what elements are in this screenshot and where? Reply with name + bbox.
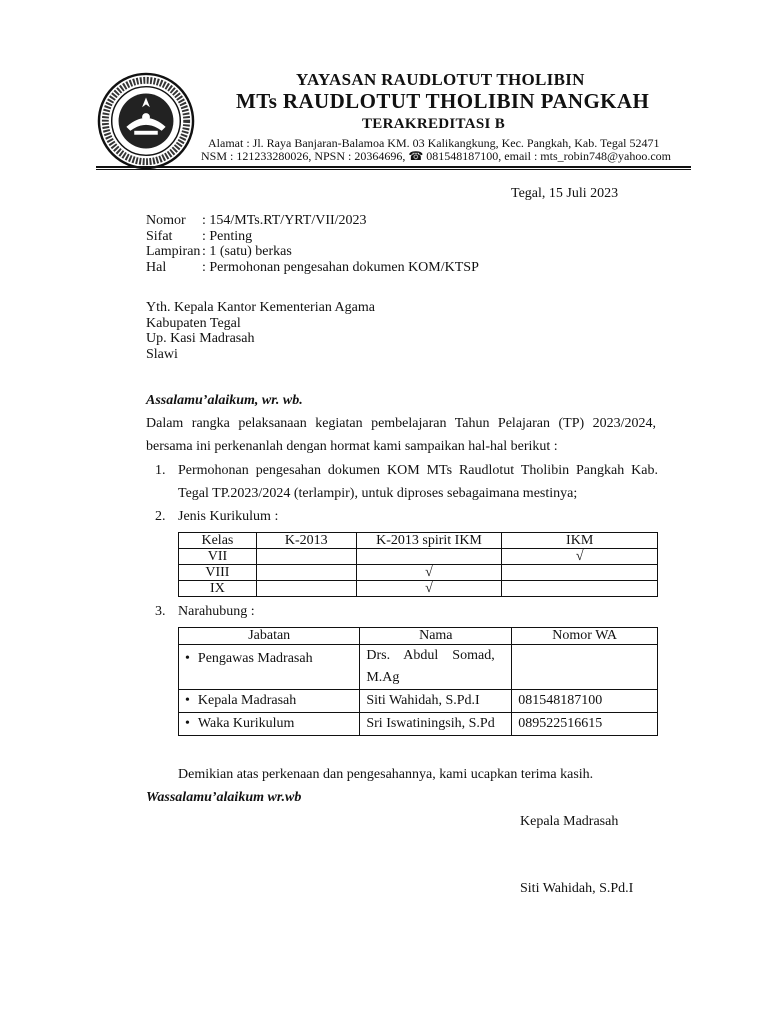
table-cell xyxy=(360,645,512,690)
table-cell: IX xyxy=(179,581,257,597)
letterhead-rule xyxy=(96,166,691,168)
table-row xyxy=(179,549,658,565)
meta-nomor: Nomor : 154/MTs.RT/YRT/VII/2023 xyxy=(146,213,367,228)
recipient-line: Slawi xyxy=(146,346,178,362)
signature-name: Siti Wahidah, S.Pd.I xyxy=(520,881,634,896)
meta-hal: Hal : Permohonan pengesahan dokumen KOM/KTSP xyxy=(146,259,479,275)
table-cell xyxy=(256,549,356,565)
item-1-line-1: Permohonan pengesahan dokumen KOM MTs Raudlotut Tholibin Pangkah Kab. xyxy=(178,463,658,478)
table-cell: VII xyxy=(179,549,257,565)
header-cell: K-2013 spirit IKM xyxy=(356,533,502,549)
item-1-number: 1. xyxy=(155,463,166,478)
table-cell xyxy=(179,645,360,690)
school-address: Alamat : Jl. Raya Banjaran-Balamoa KM. 03 Kalikangkung, Kec. Pangkah, Kab. Tegal 52471 xyxy=(208,136,660,150)
header-cell: Nomor WA xyxy=(512,628,658,645)
header-cell: Kelas xyxy=(179,533,257,549)
signature-title: Kepala Madrasah xyxy=(520,814,619,829)
intro-line-1: Dalam rangka pelaksanaan kegiatan pembelajaran Tahun Pelajaran (TP) 2023/2024, xyxy=(146,416,656,431)
school-seal-logo xyxy=(97,72,195,170)
item-1-line-2: Tegal TP.2023/2024 (terlampir), untuk diproses sebagaimana mestinya; xyxy=(178,486,578,501)
item-2-text: Jenis Kurikulum : xyxy=(178,509,279,524)
table-cell xyxy=(256,565,356,581)
table-cell xyxy=(502,581,658,597)
letter-date: Tegal, 15 Juli 2023 xyxy=(511,186,619,201)
name-line: M.Ag xyxy=(366,670,400,685)
letter-meta xyxy=(146,213,479,275)
meta-sifat: Sifat : Penting xyxy=(146,228,253,244)
table-cell: VIII xyxy=(179,565,257,581)
table-cell xyxy=(502,565,658,581)
table-cell xyxy=(356,549,502,565)
curriculum-table xyxy=(178,532,658,597)
school-name: MTs RAUDLOTUT THOLIBIN PANGKAH xyxy=(236,89,650,113)
table-row xyxy=(179,581,658,597)
farewell: Wassalamu’alaikum wr.wb xyxy=(146,790,302,805)
table-row xyxy=(179,690,658,713)
list-item: • Pengawas Madrasah xyxy=(185,651,313,666)
table-row xyxy=(179,713,658,736)
accreditation: TERAKREDITASI B xyxy=(362,116,506,132)
header-cell: K-2013 xyxy=(256,533,356,549)
header-cell: Nama xyxy=(360,628,512,645)
recipient-block xyxy=(146,300,375,362)
letterhead-rule-thin xyxy=(96,169,691,170)
meta-lampiran: Lampiran : 1 (satu) berkas xyxy=(146,244,292,259)
header-cell: IKM xyxy=(502,533,658,549)
school-contact: NSM : 121233280026, NPSN : 20364696, ☎ 081548187100, email : mts_robin748@yahoo.com xyxy=(201,149,671,163)
table-cell: Sri Iswatiningsih, S.Pd xyxy=(360,713,512,736)
table-cell: √ xyxy=(356,565,502,581)
table-header-row xyxy=(179,533,658,549)
table-header-row xyxy=(179,628,658,645)
list-item: • Waka Kurikulum xyxy=(185,716,294,731)
table-row xyxy=(179,565,658,581)
table-cell: √ xyxy=(502,549,658,565)
closing-text: Demikian atas perkenaan dan pengesahannya, kami ucapkan terima kasih. xyxy=(178,767,594,782)
table-cell xyxy=(179,713,360,736)
table-cell xyxy=(179,690,360,713)
name-line: Drs. Abdul Somad, xyxy=(366,648,495,663)
greeting: Assalamu’alaikum, wr. wb. xyxy=(146,393,303,408)
table-cell: Siti Wahidah, S.Pd.I xyxy=(360,690,512,713)
foundation-name: YAYASAN RAUDLOTUT THOLIBIN xyxy=(296,70,585,89)
item-3-number: 3. xyxy=(155,604,166,619)
recipient-line: Kabupaten Tegal xyxy=(146,315,241,331)
item-2-number: 2. xyxy=(155,509,166,524)
recipient-line: Yth. Kepala Kantor Kementerian Agama xyxy=(146,300,375,315)
table-cell: √ xyxy=(356,581,502,597)
table-cell: 081548187100 xyxy=(512,690,658,713)
contact-table xyxy=(178,627,658,736)
item-3-text: Narahubung : xyxy=(178,604,255,619)
table-cell xyxy=(512,645,658,690)
table-row xyxy=(179,645,658,690)
recipient-line: Up. Kasi Madrasah xyxy=(146,331,255,346)
list-item: • Kepala Madrasah xyxy=(185,693,296,708)
table-cell: 089522516615 xyxy=(512,713,658,736)
table-cell xyxy=(256,581,356,597)
header-cell: Jabatan xyxy=(179,628,360,645)
intro-line-2: bersama ini perkenanlah dengan hormat kami sampaikan hal-hal berikut : xyxy=(146,439,558,454)
